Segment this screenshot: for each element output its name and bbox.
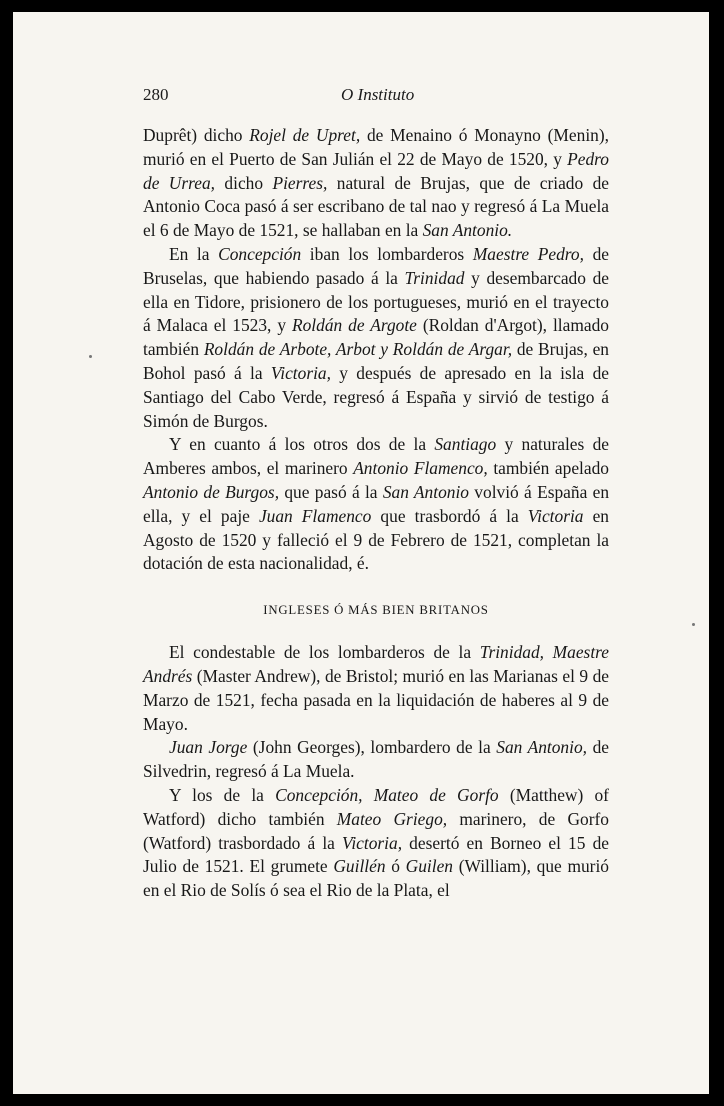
text-span: de Brujas, en Bohol pasó á la bbox=[143, 339, 609, 383]
text-span: (John Georges), lombardero de la bbox=[247, 737, 497, 758]
italic-text-span: Mateo Griego, bbox=[336, 808, 448, 829]
text-span: y desembarcado de ella en Tidore, prisionero de los portugueses, murió en el trayecto á Malaca el 1523, y bbox=[143, 267, 609, 336]
italic-text-span: Rojel de Upret, bbox=[249, 125, 361, 145]
italic-text-span: Trinidad bbox=[404, 267, 465, 288]
text-span: dicho bbox=[215, 172, 273, 193]
text-span: que trasbordó á la bbox=[371, 505, 528, 526]
text-span: que pasó á la bbox=[279, 481, 383, 502]
italic-text-span: Roldán de Arbote, Arbot y Roldán de Argar, bbox=[203, 339, 513, 360]
paragraphs-after-heading bbox=[143, 641, 609, 903]
paragraph bbox=[143, 124, 609, 243]
text-span: natural de Brujas, que de criado de Antonio Coca pasó á ser escribano de tal nao y regresó á La Muela el 6 de Mayo de 1521, se hallaban en la bbox=[143, 172, 609, 241]
italic-text-span: Antonio de Burgos, bbox=[143, 481, 280, 502]
text-span: en Agosto de 1520 y falleció el 9 de Febrero de 1521, completan la dotación de esta nacionalidad, é. bbox=[143, 505, 609, 574]
italic-text-span: Pierres, bbox=[272, 172, 328, 193]
text-span: (Master Andrew), de Bristol; murió en las Marianas el 9 de Marzo de 1521, fecha pasada en la liquidación de haberes al 9 de Mayo. bbox=[143, 665, 609, 734]
running-head: O Instituto bbox=[341, 85, 415, 104]
text-span: Y los de la bbox=[169, 784, 276, 805]
italic-text-span: Guilen bbox=[405, 856, 453, 877]
italic-text-span: San Antonio bbox=[382, 481, 469, 502]
text-span: En la bbox=[169, 243, 219, 264]
italic-text-span: Guillén bbox=[333, 856, 386, 877]
paragraphs-before-heading bbox=[143, 124, 609, 576]
italic-text-span: Victoria, bbox=[270, 362, 331, 383]
text-span: iban los lombarderos bbox=[301, 243, 473, 264]
text-span: volvió á España en ella, y el paje bbox=[143, 481, 610, 526]
text-span: también apelado bbox=[487, 458, 609, 479]
stray-mark bbox=[89, 355, 92, 358]
text-span: (William), que murió en el Rio de Solís ó sea el Rio de la Plata, el bbox=[143, 856, 610, 901]
page-number: 280 bbox=[143, 85, 169, 104]
text-span: (Matthew) of Watford) dicho también bbox=[143, 784, 609, 829]
text-span: y naturales de Amberes ambos, el marinero bbox=[143, 434, 609, 479]
section-heading: INGLESES Ó MÁS BIEN BRITANOS bbox=[263, 603, 489, 618]
italic-text-span: Trinidad, Maestre Andrés bbox=[143, 642, 610, 686]
paragraph bbox=[143, 641, 609, 736]
body-text bbox=[143, 124, 609, 903]
text-span: de Silvedrin, regresó á La Muela. bbox=[143, 737, 609, 782]
italic-text-span: San Antonio. bbox=[422, 220, 513, 241]
text-span: y después de apresado en la isla de Santiago del Cabo Verde, regresó á España y sirvió de testigo á Simón de Burgos. bbox=[143, 362, 609, 431]
italic-text-span: San Antonio, bbox=[496, 737, 587, 758]
italic-text-span: Santiago bbox=[434, 434, 497, 455]
paragraph bbox=[143, 736, 609, 784]
italic-text-span: Victoria, bbox=[342, 832, 403, 853]
text-span: El condestable de los lombarderos de la bbox=[169, 642, 480, 663]
text-span: de Bruselas, que habiendo pasado á la bbox=[143, 243, 609, 288]
text-span: Y en cuanto á los otros dos de la bbox=[169, 434, 435, 455]
paragraph bbox=[143, 433, 609, 576]
text-span: marinero, de Gorfo (Watford) trasbordado á la bbox=[143, 808, 609, 853]
book-page bbox=[13, 12, 709, 1094]
text-span: de Menaino ó Monayno (Menin), murió en el Puerto de San Julián el 22 de Mayo de 1520, y bbox=[143, 125, 609, 169]
italic-text-span: Victoria bbox=[527, 505, 584, 526]
italic-text-span: Juan Flamenco bbox=[258, 505, 372, 526]
text-span: desertó en Borneo el 15 de Julio de 1521. El grumete bbox=[143, 832, 609, 877]
italic-text-span: Pedro de Urrea, bbox=[143, 148, 609, 193]
italic-text-span: Antonio Flamenco, bbox=[353, 458, 488, 479]
stray-mark bbox=[692, 623, 695, 626]
text-span: (Roldan d'Argot), llamado también bbox=[143, 315, 609, 360]
italic-text-span: Concepción bbox=[218, 243, 302, 264]
italic-text-span: Juan Jorge bbox=[169, 737, 248, 758]
italic-text-span: Maestre Pedro, bbox=[472, 243, 584, 264]
italic-text-span: Roldán de Argote bbox=[291, 315, 417, 336]
text-span: Duprêt) dicho bbox=[143, 125, 250, 145]
page-header bbox=[143, 77, 603, 109]
text-span: ó bbox=[385, 856, 406, 877]
italic-text-span: Concepción, Mateo de Gorfo bbox=[275, 784, 499, 805]
paragraph bbox=[143, 243, 609, 433]
paragraph bbox=[143, 784, 609, 903]
